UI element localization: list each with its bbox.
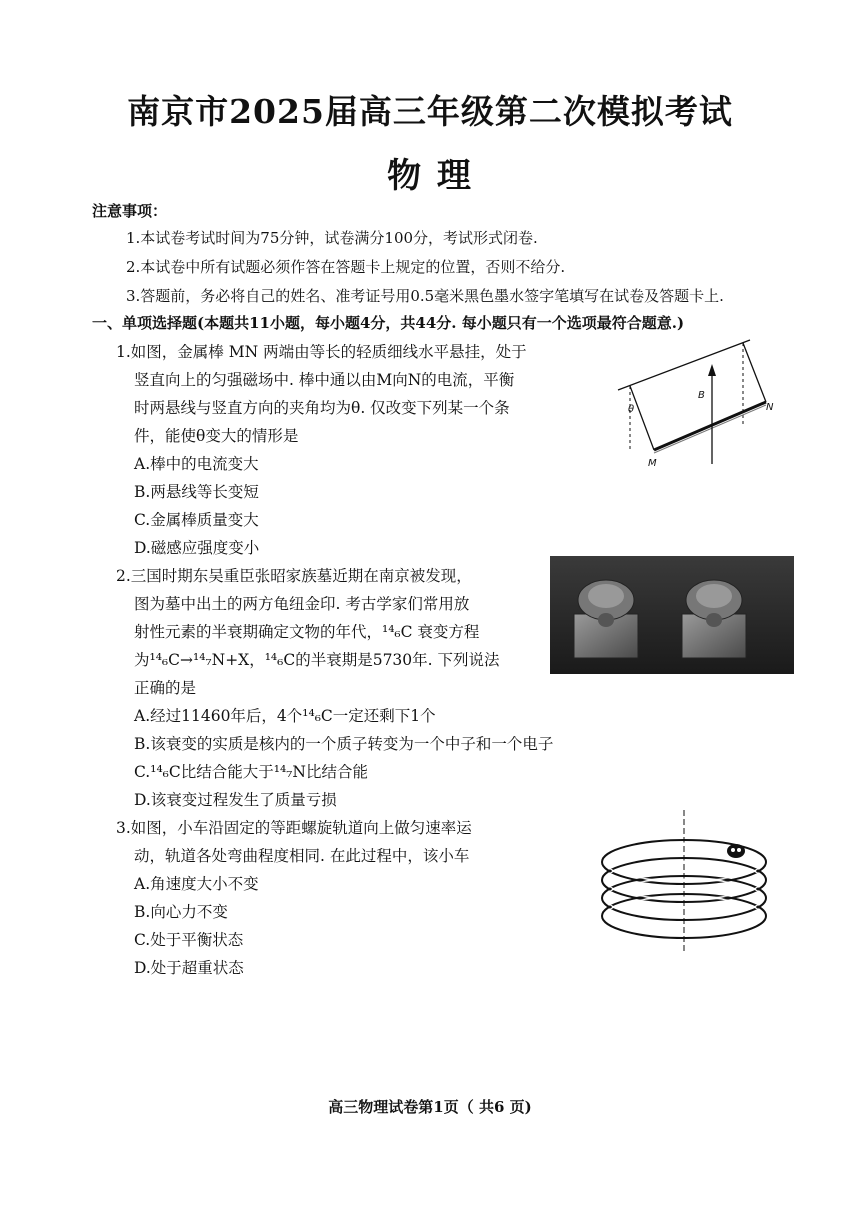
q3-option-d: D.处于超重状态 [134, 959, 244, 977]
q1-option-d: D.磁感应强度变小 [134, 539, 260, 557]
notice-heading: 注意事项： [92, 202, 168, 220]
q2-seal-photo [550, 556, 794, 674]
q1-label-n: N [766, 402, 774, 413]
q1-label-m: M [648, 458, 657, 469]
q1-label-theta: θ [628, 404, 635, 415]
section-heading: 一、单项选择题(本题共11小题，每小题4分，共44分. 每小题只有一个选项最符合题意.) [92, 314, 685, 332]
q2-stem-line: 射性元素的半衰期确定文物的年代，¹⁴₆C 衰变方程 [134, 623, 480, 641]
q2-option-d: D.该衰变过程发生了质量亏损 [134, 791, 337, 809]
notice-item: 1.本试卷考试时间为75分钟，试卷满分100分，考试形式闭卷. [126, 229, 538, 247]
notice-item: 3.答题前，务必将自己的姓名、准考证号用0.5毫米黑色墨水签字笔填写在试卷及答题卡上. [126, 287, 724, 305]
q2-option-b: B.该衰变的实质是核内的一个质子转变为一个中子和一个电子 [134, 735, 554, 753]
exam-title: 南京市2025届高三年级第二次模拟考试 [127, 92, 733, 131]
q1-label-b: B [698, 390, 705, 401]
q2-option-c: C.¹⁴₆C比结合能大于¹⁴₇N比结合能 [134, 763, 368, 781]
q1-option-a: A.棒中的电流变大 [134, 455, 259, 473]
q1-option-b: B.两悬线等长变短 [134, 483, 259, 501]
q1-stem-line: 竖直向上的匀强磁场中. 棒中通以由M向N的电流，平衡 [134, 371, 515, 389]
q1-stem-line: 件，能使θ变大的情形是 [134, 427, 299, 445]
q2-option-a: A.经过11460年后，4个¹⁴₆C一定还剩下1个 [134, 707, 436, 725]
q1-option-c: C.金属棒质量变大 [134, 511, 259, 529]
q2-stem-line: 图为墓中出土的两方龟纽金印. 考古学家们常用放 [134, 595, 470, 613]
q3-stem-line: 3.如图，小车沿固定的等距螺旋轨道向上做匀速率运 [116, 819, 472, 837]
q1-stem-line: 时两悬线与竖直方向的夹角均为θ. 仅改变下列某一个条 [134, 399, 510, 417]
q2-stem-line: 为¹⁴₆C→¹⁴₇N+X，¹⁴₆C的半衰期是5730年. 下列说法 [134, 651, 500, 669]
q3-stem-line: 动，轨道各处弯曲程度相同. 在此过程中，该小车 [134, 847, 470, 865]
q1-stem-line: 1.如图，金属棒 MN 两端由等长的轻质细线水平悬挂，处于 [116, 343, 527, 361]
subject-title: 物 理 [387, 156, 473, 196]
q3-option-c: C.处于平衡状态 [134, 931, 244, 949]
q2-stem-line: 正确的是 [134, 679, 197, 697]
page-footer: 高三物理试卷第1页（ 共6 页) [328, 1098, 532, 1116]
notice-item: 2.本试卷中所有试题必须作答在答题卡上规定的位置，否则不给分. [126, 258, 566, 276]
q3-figure-spiral-track [592, 806, 792, 956]
q3-option-b: B.向心力不变 [134, 903, 228, 921]
q3-option-a: A.角速度大小不变 [134, 875, 259, 893]
q2-stem-line: 2.三国时期东吴重臣张昭家族墓近期在南京被发现， [116, 567, 472, 585]
q1-figure-rod-diagram [610, 334, 790, 474]
